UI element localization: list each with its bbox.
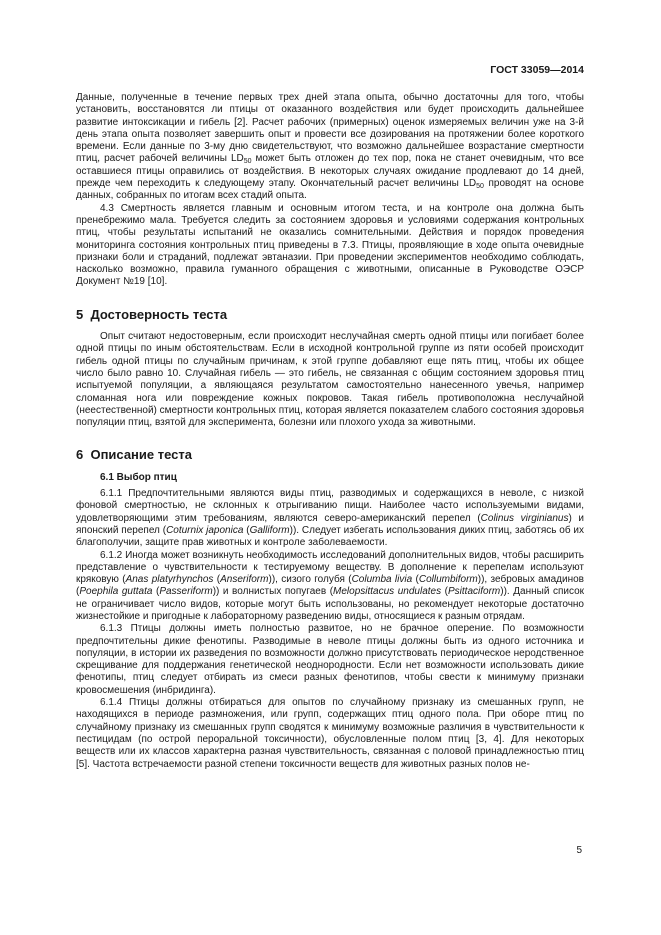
paragraph-5: Опыт считают недостоверным, если происходит неслучайная смерть одной птицы или погибает более одной птицы по иным обстоятельствам. Если в исходной контрольной группе из пяти особей происходит гибель одной птицы по случайным причинам, к этой группе добавляют еще пять птиц, чтобы их общее число было равно 10. Случайная гибель — это гибель, не связанная с общим состоянием здоровья птиц испытуемой популяции, а являющаяся результатом самостоятельно нанесенного увечья, например сломанная нога или повреждение кожных покровов. Такая гибель противоположна неслучайной (неестественной) смертности контрольных птиц, которая является показателем слабого состояния здоровья популяции птиц, взятой для эксперимента, болезни или плохого ухода за животными. [76, 331, 584, 429]
subsection-6-1-heading: 6.1 Выбор птиц [100, 471, 177, 483]
section-5-heading: 5 Достоверность теста [76, 306, 228, 322]
paragraph-4-3: 4.3 Смертность является главным и основным итогом теста, и на контроле она должна быть пренебрежимо мала. Требуется следить за состоянием здоровья и условиями содержания контрольных птиц, чтобы результаты испытаний не оказались сомнительными. Действия и порядок проведения мониторинга состояния контрольных птиц приведены в 7.3. Птицы, проявляющие в ходе опыта очевидные признаки боли и страданий, подлежат эвтаназии. При проведении экспериментов необходимо соблюдать, насколько возможно, правила гуманного обращения с животными, описанные в Руководстве ОЭСР Документ №19 [10]. [76, 202, 584, 288]
paragraph-6-1-2: 6.1.2 Иногда может возникнуть необходимость исследований дополнительных видов, чтобы расширить представление о чувствительности к тестируемому веществу. В дополнение к перепелам используют кряковую (Anas platyrhynchos (Anseriform)), сизого голубя (Columba livia (Collumbiform)), зебровых амадинов (Poephila guttata (Passeriform)) и волнистых попугаев (Melopsittacus undulates (Psittaciform)). Данный список не ограничивает число видов, которые могут быть использованы, но рекомендует некоторые достаточно жизнестойкие и пригодные к лабораторному разведению виды, относящиеся к разным отрядам. [76, 549, 585, 622]
paragraph-6-1-4: 6.1.4 Птицы должны отбираться для опытов по случайному признаку из смешанных групп, не находящихся в периоде размножения, или групп, содержащих птиц одного пола. При оборе птиц по случайному признаку из смешанных групп сводятся к минимуму возможные различия в чувствительности к пестицидам (по острой пероральной токсичности), обусловленные полом птиц [3, 4]. Для некоторых веществ или их классов характерна разная чувствительность, связанная с половой принадлежностью птиц [5]. Частота встречаемости разной степени токсичности веществ для животных разных полов не- [76, 697, 584, 770]
paragraph-6-1-1: 6.1.1 Предпочтительными являются виды птиц, разводимых и содержащихся в неволе, с низкой фоновой смертностью, не склонных к отрыгиванию пищи. Наиболее часто используемыми видами, удовлетворяющими этим требованиям, являются северо-американский перепел (Colinus virginianus) и японский перепел (Coturnix japonica (Galliform)). Следует избегать использования диких птиц, заботясь об их благополучии, защите прав животных и контроле заболеваемости. [76, 488, 585, 549]
paragraph-intro: Данные, полученные в течение первых трех дней этапа опыта, обычно достаточны для того, чтобы установить, восстановятся ли птицы от оказанного воздействия или будет происходить дальнейшее развитие интоксикации и гибель [2]. Расчет рабочих (примерных) оценок измеряемых величин уже на 3-й день этапа опыта позволяет завершить опыт и провести все дозирования на протяжении более короткого времени. Если данные по 3-му дню свидетельствуют, что возможно дальнейшее возрастание смертности птиц, расчет рабочей величины $LD_{50}$ может быть отложен до тех пор, пока не станет очевидным, что все оставшиеся птицы оправились от воздействия. В некоторых случаях ожидание продлевают до 14 дней, прежде чем переходить к следующему этапу. Окончательный расчет величины $LD_{50}$ проводят на основе данных, собранных по итогам всех стадий опыта. [76, 92, 584, 202]
paragraph-6-1-3: 6.1.3 Птицы должны иметь полностью развитое, но не брачное оперение. По возможности предпочтительны дикие фенотипы. Разводимые в неволе птицы должны быть из одного источника и популяции, в истории их разведения по возможности должно присутствовать периодическое неродственное скрещивание для поддержания генетической неоднородности. Если нет возможности использовать дикие фенотипы, птиц следует отбирать из смеси разных фенотипов, чтобы свести к минимуму признаки кровосмешения (инбридинга). [76, 623, 584, 696]
page-number: 5 [576, 845, 582, 856]
document-body [76, 92, 584, 771]
section-6-heading: 6 Описание теста [76, 447, 192, 463]
document-code-header: ГОСТ 33059—2014 [490, 64, 584, 76]
